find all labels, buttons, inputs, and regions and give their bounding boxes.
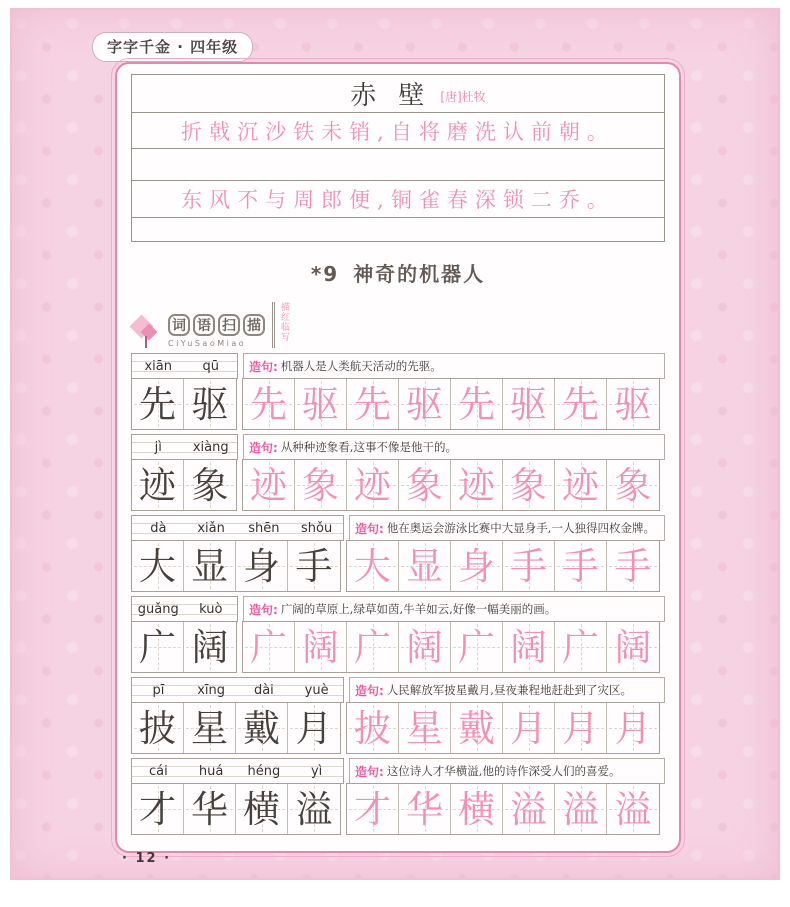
poem-author: [唐]杜牧 <box>440 90 486 104</box>
character-cell <box>236 541 288 591</box>
poem-title: 赤壁 <box>350 81 447 111</box>
character-cell <box>184 541 236 591</box>
trace-character: 驱 <box>510 382 547 426</box>
trace-character: 象 <box>510 463 547 507</box>
sentence-label: 造句: <box>355 521 384 536</box>
trace-character: 阔 <box>406 625 443 669</box>
trace-character: 身 <box>458 544 495 588</box>
character-row <box>131 702 665 754</box>
trace-character: 披 <box>354 706 391 750</box>
trace-character: 先 <box>562 382 599 426</box>
practice-block <box>131 434 665 511</box>
trace-character: 先 <box>250 382 287 426</box>
trace-character-cells <box>346 783 660 835</box>
trace-character: 才 <box>354 787 391 831</box>
character-cell <box>555 703 607 753</box>
practice-blocks <box>131 353 665 835</box>
character-cell <box>503 460 555 510</box>
pinyin-syllable: guǎng <box>137 601 179 617</box>
practice-block <box>131 677 665 754</box>
character-cell <box>243 460 295 510</box>
pinyin-syllable: pī <box>152 682 165 698</box>
character-row <box>131 378 665 430</box>
model-character: 才 <box>139 787 176 831</box>
poem-line-2: 东风不与周郎便,铜雀春深锁二乔。 <box>181 188 615 212</box>
sentence-label: 造句: <box>249 602 278 617</box>
character-cell <box>607 541 659 591</box>
trace-character: 戴 <box>458 706 495 750</box>
trace-character: 星 <box>406 706 443 750</box>
trace-character: 手 <box>510 544 547 588</box>
model-character: 大 <box>139 544 176 588</box>
character-cell <box>503 622 555 672</box>
trace-character-cells <box>346 702 660 754</box>
model-character: 披 <box>139 706 176 750</box>
character-row <box>131 540 665 592</box>
character-cell <box>347 784 399 834</box>
trace-character: 大 <box>354 544 391 588</box>
block-header <box>131 677 665 703</box>
pinyin-syllable: kuò <box>199 601 223 617</box>
lesson-name: 神奇的机器人 <box>353 262 486 286</box>
pinyin-syllable: xīng <box>197 682 226 698</box>
character-cell <box>347 622 399 672</box>
character-cell <box>451 379 503 429</box>
block-header <box>131 353 665 379</box>
model-character-cells <box>131 378 237 430</box>
pinyin-box <box>131 353 238 379</box>
pinyin-syllable: shǒu <box>301 520 333 536</box>
character-cell <box>451 541 503 591</box>
trace-character: 显 <box>406 544 443 588</box>
character-cell <box>295 379 347 429</box>
character-cell <box>555 622 607 672</box>
character-cell <box>503 541 555 591</box>
header-badge: 字字千金 · 四年级 <box>92 32 253 62</box>
character-cell <box>607 784 659 834</box>
trace-character: 阔 <box>614 625 652 669</box>
character-row <box>131 459 665 511</box>
character-cell <box>399 703 451 753</box>
pinyin-syllable: dà <box>150 520 167 536</box>
character-cell <box>243 622 295 672</box>
model-character: 象 <box>191 463 229 507</box>
character-cell <box>132 541 184 591</box>
character-cell <box>132 703 184 753</box>
character-cell <box>132 460 184 510</box>
model-character-cells <box>131 459 237 511</box>
character-cell <box>132 379 184 429</box>
pinyin-syllable: qū <box>202 358 219 374</box>
character-cell <box>347 541 399 591</box>
trace-character-cells <box>242 459 660 511</box>
block-header <box>131 434 665 460</box>
example-sentence: 这位诗人才华横溢,他的诗作深受人们的喜爱。 <box>386 764 621 778</box>
poem-empty-row <box>132 149 664 181</box>
character-cell <box>503 784 555 834</box>
trace-character: 月 <box>510 706 547 750</box>
trace-character-cells <box>346 540 660 592</box>
logo-side-note: 描红临写 <box>272 302 291 348</box>
character-cell <box>132 622 184 672</box>
model-character: 横 <box>243 787 280 831</box>
trace-character: 广 <box>562 625 599 669</box>
practice-block <box>131 758 665 835</box>
lesson-number: *9 <box>310 262 340 286</box>
pinyin-box <box>131 596 238 622</box>
sentence-box <box>349 758 665 784</box>
model-character-cells <box>131 702 341 754</box>
workbook-page <box>10 8 780 880</box>
character-cell <box>607 703 659 753</box>
character-cell <box>399 541 451 591</box>
character-cell <box>607 460 659 510</box>
pinyin-box <box>131 434 238 460</box>
model-character: 手 <box>295 544 333 588</box>
pinyin-syllable: yuè <box>304 682 329 698</box>
trace-character: 广 <box>354 625 391 669</box>
block-header <box>131 758 665 784</box>
sentence-box <box>349 677 665 703</box>
character-cell <box>347 460 399 510</box>
sentence-label: 造句: <box>355 764 384 779</box>
model-character: 广 <box>139 625 176 669</box>
trace-character: 迹 <box>250 463 287 507</box>
model-character: 溢 <box>295 787 333 831</box>
character-cell <box>451 622 503 672</box>
character-cell <box>184 622 236 672</box>
diamond-icon <box>131 314 161 348</box>
sentence-label: 造句: <box>249 440 278 455</box>
sentence-box <box>243 434 665 460</box>
model-character: 身 <box>243 544 280 588</box>
example-sentence: 从种种迹象看,这事不像是他干的。 <box>280 440 457 454</box>
trace-character: 先 <box>458 382 495 426</box>
poem-line-1: 折戟沉沙铁未销,自将磨洗认前朝。 <box>181 119 615 144</box>
character-cell <box>184 784 236 834</box>
pinyin-syllable: xiǎn <box>197 520 225 536</box>
trace-character-cells <box>242 621 660 673</box>
character-cell <box>451 460 503 510</box>
model-character: 显 <box>191 544 228 588</box>
character-cell <box>347 703 399 753</box>
character-cell <box>295 622 347 672</box>
sentence-box <box>243 596 665 622</box>
logo-char-box: 词 <box>168 314 190 336</box>
pinyin-syllable: jì <box>154 439 162 455</box>
trace-character: 月 <box>614 706 652 750</box>
pinyin-syllable: dài <box>253 682 274 698</box>
poem-line-row <box>132 181 664 218</box>
trace-character: 迹 <box>458 463 495 507</box>
trace-character: 横 <box>458 787 495 831</box>
model-character: 戴 <box>243 706 280 750</box>
pinyin-syllable: cái <box>149 763 168 779</box>
model-character: 月 <box>295 706 333 750</box>
poem-title-row <box>132 75 664 113</box>
trace-character-cells <box>242 378 660 430</box>
example-sentence: 机器人是人类航天活动的先驱。 <box>280 359 442 373</box>
character-cell <box>184 460 236 510</box>
logo-char-box: 语 <box>193 314 215 336</box>
character-cell <box>451 703 503 753</box>
character-cell <box>399 784 451 834</box>
trace-character: 先 <box>354 382 391 426</box>
trace-character: 广 <box>458 625 495 669</box>
pinyin-box <box>131 677 344 703</box>
trace-character: 华 <box>406 787 443 831</box>
character-cell <box>184 379 236 429</box>
character-cell <box>607 622 659 672</box>
pinyin-syllable: xiān <box>144 358 172 374</box>
character-cell <box>236 784 288 834</box>
pinyin-syllable: huá <box>198 763 224 779</box>
model-character: 驱 <box>191 382 229 426</box>
character-cell <box>503 703 555 753</box>
character-cell <box>451 784 503 834</box>
character-cell <box>399 622 451 672</box>
poem-empty-row <box>132 218 664 241</box>
trace-character: 溢 <box>510 787 547 831</box>
sentence-box <box>349 515 665 541</box>
trace-character: 驱 <box>614 382 652 426</box>
character-cell <box>295 460 347 510</box>
character-cell <box>236 703 288 753</box>
practice-block <box>131 353 665 430</box>
model-character-cells <box>131 540 341 592</box>
block-header <box>131 596 665 622</box>
model-character-cells <box>131 783 341 835</box>
trace-character: 溢 <box>562 787 599 831</box>
example-sentence: 人民解放军披星戴月,昼夜兼程地赶赴到了灾区。 <box>386 683 632 697</box>
character-row <box>131 621 665 673</box>
logo-chars <box>168 314 265 348</box>
model-character: 华 <box>191 787 228 831</box>
pinyin-box <box>131 758 344 784</box>
model-character-cells <box>131 621 237 673</box>
word-scan-logo <box>131 300 665 348</box>
trace-character: 迹 <box>354 463 391 507</box>
logo-char-box: 扫 <box>218 314 240 336</box>
character-cell <box>243 379 295 429</box>
logo-caption: CiYuSaoMiao <box>168 339 247 348</box>
trace-character: 手 <box>614 544 652 588</box>
character-cell <box>399 460 451 510</box>
pinyin-syllable: héng <box>247 763 281 779</box>
pinyin-syllable: yì <box>310 763 323 779</box>
character-cell <box>555 541 607 591</box>
poem-box <box>131 74 665 242</box>
character-cell <box>555 460 607 510</box>
trace-character: 象 <box>302 463 339 507</box>
trace-character: 广 <box>250 625 287 669</box>
trace-character: 手 <box>562 544 599 588</box>
logo-char-box: 描 <box>243 314 265 336</box>
model-character: 阔 <box>191 625 229 669</box>
example-sentence: 广阔的草原上,绿草如茵,牛羊如云,好像一幅美丽的画。 <box>280 602 557 616</box>
sentence-label: 造句: <box>355 683 384 698</box>
trace-character: 驱 <box>302 382 339 426</box>
trace-character: 月 <box>562 706 599 750</box>
sentence-label: 造句: <box>249 359 278 374</box>
model-character: 迹 <box>139 463 176 507</box>
poem-line-row <box>132 113 664 149</box>
character-cell <box>347 379 399 429</box>
trace-character: 溢 <box>614 787 652 831</box>
trace-character: 阔 <box>302 625 339 669</box>
trace-character: 驱 <box>406 382 443 426</box>
example-sentence: 他在奥运会游泳比赛中大显身手,一人独得四枚金牌。 <box>386 521 655 535</box>
trace-character: 象 <box>406 463 443 507</box>
model-character: 先 <box>139 382 176 426</box>
character-cell <box>288 541 340 591</box>
lesson-title <box>131 258 665 287</box>
character-row <box>131 783 665 835</box>
practice-block <box>131 515 665 592</box>
page-number: · 12 · <box>122 851 172 866</box>
block-header <box>131 515 665 541</box>
practice-block <box>131 596 665 673</box>
trace-character: 阔 <box>510 625 547 669</box>
content-card <box>115 62 681 853</box>
character-cell <box>607 379 659 429</box>
trace-character: 迹 <box>562 463 599 507</box>
character-cell <box>184 703 236 753</box>
character-cell <box>288 784 340 834</box>
logo-char-boxes <box>168 314 265 336</box>
character-cell <box>555 784 607 834</box>
character-cell <box>132 784 184 834</box>
character-cell <box>288 703 340 753</box>
trace-character: 象 <box>614 463 652 507</box>
character-cell <box>399 379 451 429</box>
pinyin-syllable: shēn <box>248 520 280 536</box>
model-character: 星 <box>191 706 228 750</box>
pinyin-syllable: xiàng <box>192 439 229 455</box>
character-cell <box>555 379 607 429</box>
sentence-box <box>243 353 665 379</box>
pinyin-box <box>131 515 344 541</box>
character-cell <box>503 379 555 429</box>
